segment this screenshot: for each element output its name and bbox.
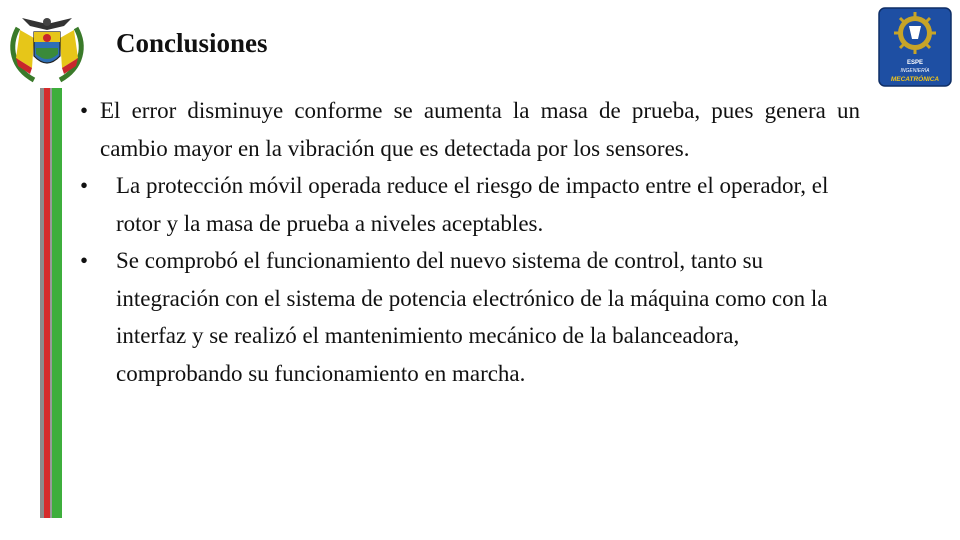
logo-line3: MECATRÓNICA — [890, 76, 940, 83]
bullet-marker: • — [80, 98, 89, 123]
conclusions-list — [80, 92, 860, 392]
bullet-marker: • — [80, 173, 89, 198]
bullet-text: La protección móvil operada reduce el riesgo de impacto entre el operador, el rotor y la masa de prueba a niveles aceptables. — [116, 173, 829, 236]
espe-mecatronica-logo-icon — [878, 6, 952, 88]
list-item — [80, 242, 860, 392]
bullet-text: El error disminuye conforme se aumenta la masa de prueba, pues genera un cambio mayor en la vibración que es detectada por los sensores. — [100, 98, 860, 161]
university-crest-icon — [6, 8, 88, 84]
stripe-green — [52, 88, 62, 518]
bullet-text: Se comprobó el funcionamiento del nuevo sistema de control, tanto su integración con el sistema de potencia electrónico de la máquina como con la interfaz y se realizó el mantenimiento mecánico de la balanceadora, comprobando su funcionamiento en marcha. — [116, 248, 828, 386]
logo-line1: ESPE — [906, 60, 924, 66]
list-item — [80, 92, 860, 167]
list-item — [80, 167, 860, 242]
page-title: Conclusiones — [116, 28, 268, 58]
decorative-stripes — [40, 88, 62, 518]
bullet-marker: • — [80, 248, 89, 273]
logo-line2: INGENIERÍA — [900, 68, 930, 74]
